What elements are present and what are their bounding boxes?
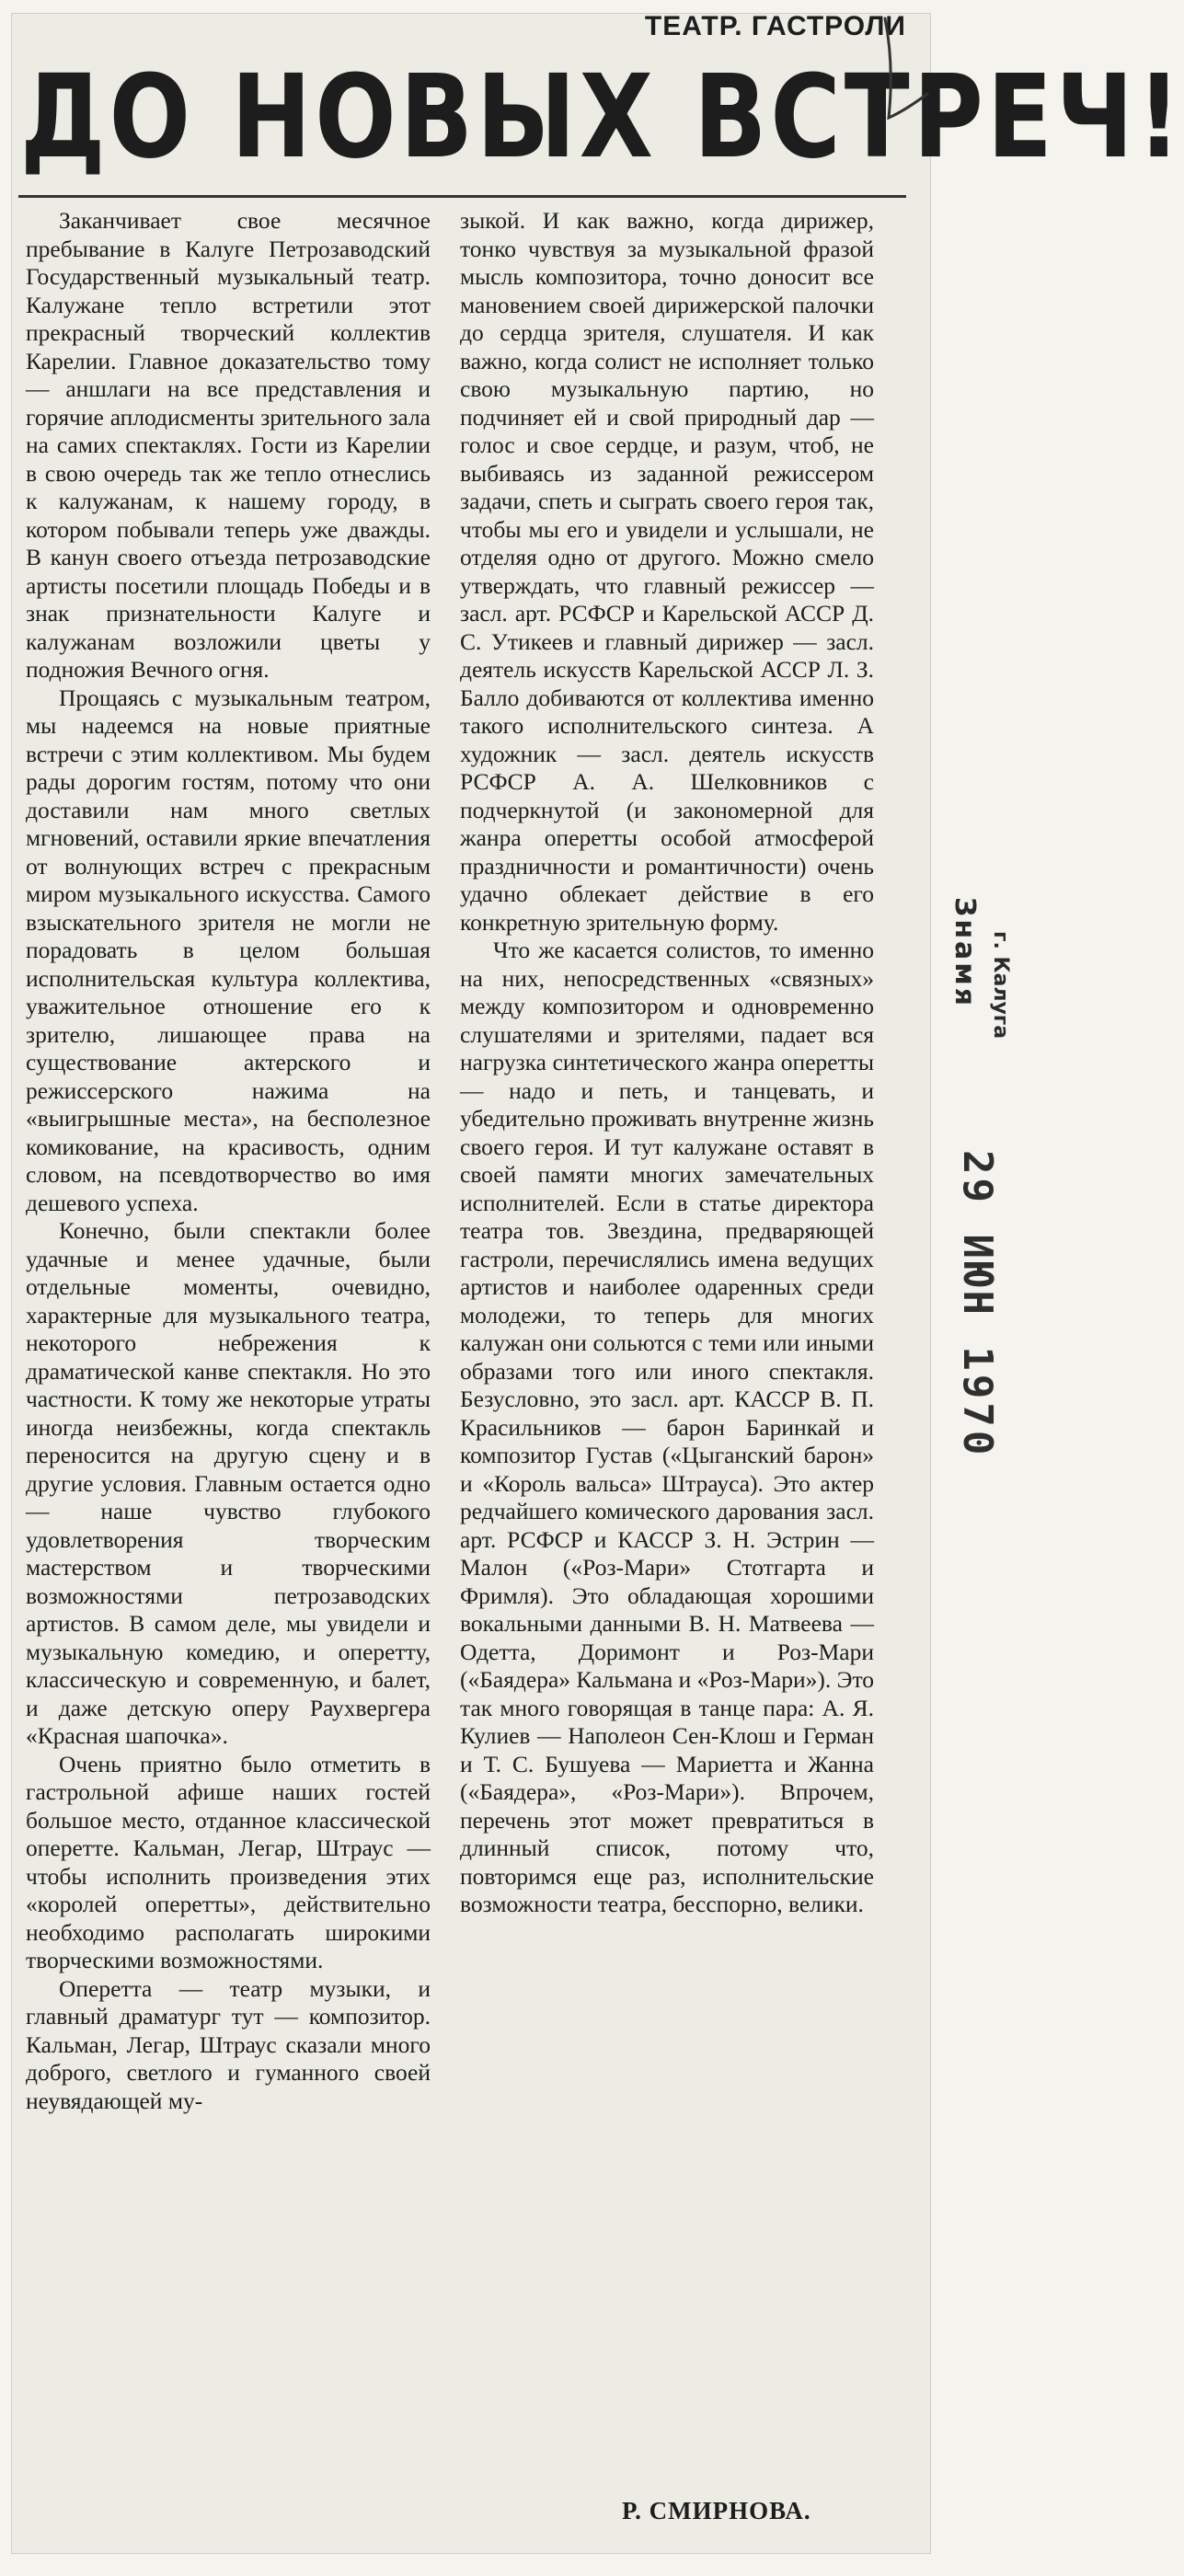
headline-divider [18,195,906,198]
section-rubric: ТЕАТР. ГАСТРОЛИ [644,11,906,41]
paragraph: Что же касается солистов, то именно на них, непосредственных «связных» между композитором и одновременно слушателями и зрителями, падает вся нагрузка синтетического жанра оперетты — надо и петь, и танцевать, и убедительно проживать внутренне жизнь своего героя. И тут калужане оставят в своей памяти многих замечательных исполнителей. Если в статье директора театра тов. Звездина, предваряющей гастроли, перечислялись имена ведущих артистов и наиболее одаренных среди молодежи, то теперь для многих калужан они сольются с теми или иными образами того или иного спектакля. Безусловно, это засл. арт. КАССР В. П. Красильников — барон Баринкай и композитор Густав («Цыганский барон» и «Король вальса» Штрауса). Это актер редчайшего комического дарования засл. арт. РСФСР и КАССР З. Н. Эстрин — Малон («Роз-Мари» Стотгарта и Фримля). Это обладающая хорошими вокальными данными В. Н. Матвеева — Одетта, Доримонт и Роз-Мари («Баядера» Кальмана и «Роз-Мари»). Это так много говорящая в танце пара: А. Я. Кулиев — Наполеон Сен-Клош и Герман и Т. С. Бушуева — Мариетта и Жанна («Баядера», «Роз-Мари»). Впрочем, перечень этот может превратиться в длинный список, потому что, повторимся еще раз, исполнительские возможности театра, бесспорно, велики. [460,937,875,1917]
paragraph: Прощаясь с музыкальным театром, мы надеемся на новые приятные встречи с этим коллективом. Мы будем рады дорогим гостям, потому что они доставили нам много светлых мгновений, оставили яркие впечатления от волнующих встреч с прекрасным миром музыкального искусства. Самого взыскательного зрителя не могли не порадовать в целом большая исполнительская культура коллектива, уважительное отношение его к зрителю, лишающее права на существование актерского и режиссерского нажима на «выигрышные места», на бесполезное комикование, на красивость, одним словом, на псевдотворчество во имя дешевого успеха. [26,684,431,1216]
date-stamp: 29 ИЮН 1970 [954,1150,1001,1459]
author-signature: Р. СМИРНОВА. [622,2497,811,2524]
paragraph: зыкой. И как важно, когда дирижер, тонко чувствуя за музыкальной фразой мысль композитора, точно доносит все мановением своей дирижерской палочки до сердца зрителя, слушателя. И как важно, когда солист не исполняет только свою музыкальную партию, но подчиняет ей и свой природный дар — голос и свое сердце, и разум, чтоб, не выбиваясь из заданной режиссером задачи, спеть и сыграть своего героя так, чтобы мы его и увидели и услышали, не отделяя одно от другого. Можно смело утверждать, что главный режиссер — засл. арт. РСФСР и Карельской АССР Д. С. Утикеев и главный дирижер — засл. деятель искусств Карельской АССР Л. З. Балло добиваются от коллектива именно такого исполнительского синтеза. А художник — засл. деятель искусств РСФСР А. А. Шелковников с подчеркнутой (и закономерной для жанра оперетты особой атмосферой праздничности и романтичности) очень удачно облекает действие в его конкретную зрительную форму. [460,207,874,936]
paragraph: Оперетта — театр музыки, и главный драматург тут — композитор. Кальман, Легар, Штраус сказали много доброго, светлого и гуманного своей неувядающей му- [26,1974,431,2114]
pen-mark [878,9,933,129]
article-column-2 [460,207,874,1919]
newspaper-name-stamp: Знамя [948,897,981,1009]
paragraph: Заканчивает свое месячное пребывание в Калуге Петрозаводский Государственный музыкальный театр. Калужане тепло встретили этот прекрасный творческий коллектив Карелии. Главное доказательство тому — аншлаги на все представления и горячие аплодисменты зрительного зала на самих спектаклях. Гости из Карелии в свою очередь так же тепло отнеслись к калужанам, к нашему городу, в котором побывали теперь уже дважды. В канун своего отъезда петрозаводские артисты посетили площадь Победы и в знак признательности Калуге и калужанам возложили цветы у подножия Вечного огня. [26,207,431,683]
paragraph: Конечно, были спектакли более удачные и менее удачные, были отдельные моменты, очевидно, характерные для музыкального театра, некоторого небрежения к драматической канве спектакля. Но это частности. К тому же некоторые утраты иногда неизбежны, когда спектакль переносится на другую сцену и в другие условия. Главным остается одно — наше чувство глубокого удовлетворения творческим мастерством и творческими возможностями петрозаводских артистов. В самом деле, мы увидели и музыкальную комедию, и оперетту, классическую и современную, и балет, и даже детскую оперу Раухвергера «Красная шапочка». [26,1217,431,1749]
city-stamp: г. Калуга [989,931,1012,1040]
article-headline: ДО НОВЫХ ВСТРЕЧ! [20,49,1184,185]
paragraph: Очень приятно было отметить в гастрольной афише наших гостей большое место, отданное классической оперетте. Кальман, Легар, Штраус — чтобы исполнить произведения этих «королей оперетты», действительно необходимо располагать широкими творческими возможностями. [26,1750,431,1973]
article-column-1 [26,207,431,2115]
